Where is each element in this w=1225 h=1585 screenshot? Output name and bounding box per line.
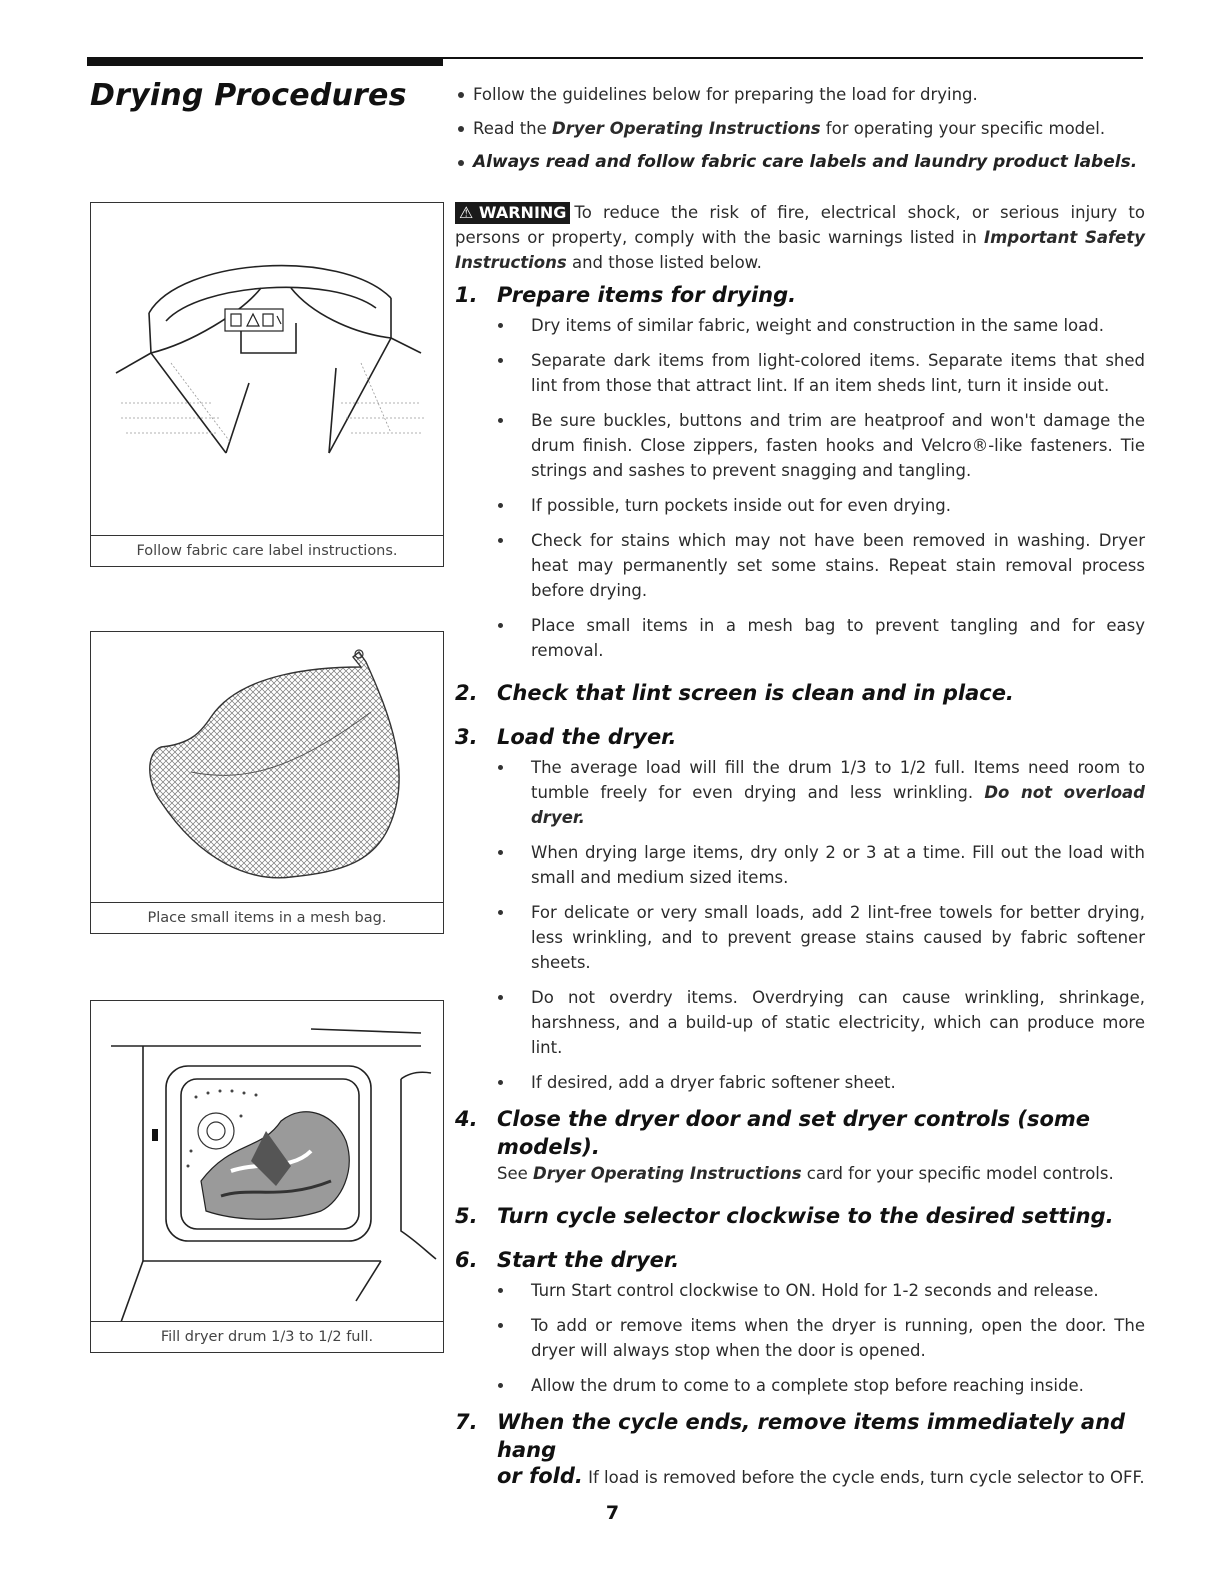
step-heading: 7. When the cycle ends, remove items immediately and hang bbox=[455, 1410, 1126, 1462]
shirt-collar-icon bbox=[91, 203, 443, 535]
step-heading: 6. Start the dryer. bbox=[455, 1248, 680, 1272]
bullet-item: For delicate or very small loads, add 2 lint-free towels for better drying, less wrinkling, and to prevent grease stains caused by fabric softener sheets. bbox=[497, 900, 1145, 975]
bullet-item: Place small items in a mesh bag to prevent tangling and for easy removal. bbox=[497, 613, 1145, 663]
step-heading: 2. Check that lint screen is clean and in place. bbox=[455, 681, 1014, 705]
page-title: Drying Procedures bbox=[90, 78, 407, 113]
intro-item: Follow the guidelines below for preparing the load for drying. bbox=[455, 82, 1145, 107]
header-rule-thin bbox=[440, 57, 1143, 59]
header-rule-thick bbox=[87, 57, 443, 66]
figure-care-label bbox=[90, 202, 444, 567]
figure-caption: Fill dryer drum 1/3 to 1/2 full. bbox=[91, 1321, 443, 1352]
step-bullets bbox=[455, 755, 1145, 1095]
step-2 bbox=[455, 679, 1145, 707]
bullet-item: The average load will fill the drum 1/3 to 1/2 full. Items need room to tumble freely for even drying and less wrinkling. Do not overload dryer. bbox=[497, 755, 1145, 830]
bullet-item: When drying large items, dry only 2 or 3 at a time. Fill out the load with small and medium sized items. bbox=[497, 840, 1145, 890]
step-6 bbox=[455, 1246, 1145, 1398]
step-1 bbox=[455, 281, 1145, 663]
bullet-item: Do not overdry items. Overdrying can cause wrinkling, shrinkage, harshness, and a build-up of static electricity, which can produce more lint. bbox=[497, 985, 1145, 1060]
step-body: See Dryer Operating Instructions card for your specific model controls. bbox=[497, 1164, 1114, 1183]
step-heading: 5. Turn cycle selector clockwise to the desired setting. bbox=[455, 1204, 1114, 1228]
intro-item-emphasis: Always read and follow fabric care labels and laundry product labels. bbox=[455, 150, 1145, 175]
figure-caption: Follow fabric care label instructions. bbox=[91, 535, 443, 566]
page-number: 7 bbox=[605, 1502, 620, 1524]
bullet-item: Turn Start control clockwise to ON. Hold for 1-2 seconds and release. bbox=[497, 1278, 1145, 1303]
figure-caption: Place small items in a mesh bag. bbox=[91, 902, 443, 933]
step-heading: 1. Prepare items for drying. bbox=[455, 283, 797, 307]
bullet-item: Separate dark items from light-colored items. Separate items that shed lint from those that attract lint. If an item sheds lint, turn it inside out. bbox=[497, 348, 1145, 398]
bullet-item: To add or remove items when the dryer is running, open the door. The dryer will always stop when the door is opened. bbox=[497, 1313, 1145, 1363]
intro-list bbox=[455, 82, 1145, 175]
step-heading: 3. Load the dryer. bbox=[455, 725, 677, 749]
bullet-item: If desired, add a dryer fabric softener sheet. bbox=[497, 1070, 1145, 1095]
bullet-item: Dry items of similar fabric, weight and construction in the same load. bbox=[497, 313, 1145, 338]
warning-badge: ⚠ WARNING bbox=[455, 202, 570, 224]
warning-paragraph: ⚠ WARNING To reduce the risk of fire, electrical shock, or serious injury to persons or property, comply with the basic warnings listed in Important Safety Instructions and those listed below. bbox=[455, 203, 1146, 272]
figure-mesh-bag bbox=[90, 631, 444, 934]
step-5 bbox=[455, 1202, 1145, 1230]
step-body: or fold. If load is removed before the cycle ends, turn cycle selector to OFF. bbox=[497, 1464, 1145, 1488]
step-7 bbox=[455, 1408, 1145, 1490]
instructions-column bbox=[455, 82, 1145, 1490]
bullet-item: Check for stains which may not have been removed in washing. Dryer heat may permanently set some stains. Repeat stain removal process before drying. bbox=[497, 528, 1145, 603]
step-heading: 4. Close the dryer door and set dryer controls (some models). bbox=[455, 1107, 1091, 1159]
bullet-item: Allow the drum to come to a complete stop before reaching inside. bbox=[497, 1373, 1145, 1398]
figure-dryer-drum bbox=[90, 1000, 444, 1353]
intro-item: Read the Dryer Operating Instructions for operating your specific model. bbox=[455, 116, 1145, 141]
mesh-bag-icon bbox=[91, 632, 443, 902]
bullet-item: Be sure buckles, buttons and trim are heatproof and won't damage the drum finish. Close zippers, fasten hooks and Velcro®-like fasteners. Tie strings and sashes to prevent snagging and tangling. bbox=[497, 408, 1145, 483]
bullet-item: If possible, turn pockets inside out for even drying. bbox=[497, 493, 1145, 518]
step-4 bbox=[455, 1105, 1145, 1186]
step-bullets bbox=[455, 313, 1145, 663]
dryer-drum-icon bbox=[91, 1001, 443, 1321]
step-bullets bbox=[455, 1278, 1145, 1398]
step-3 bbox=[455, 723, 1145, 1095]
